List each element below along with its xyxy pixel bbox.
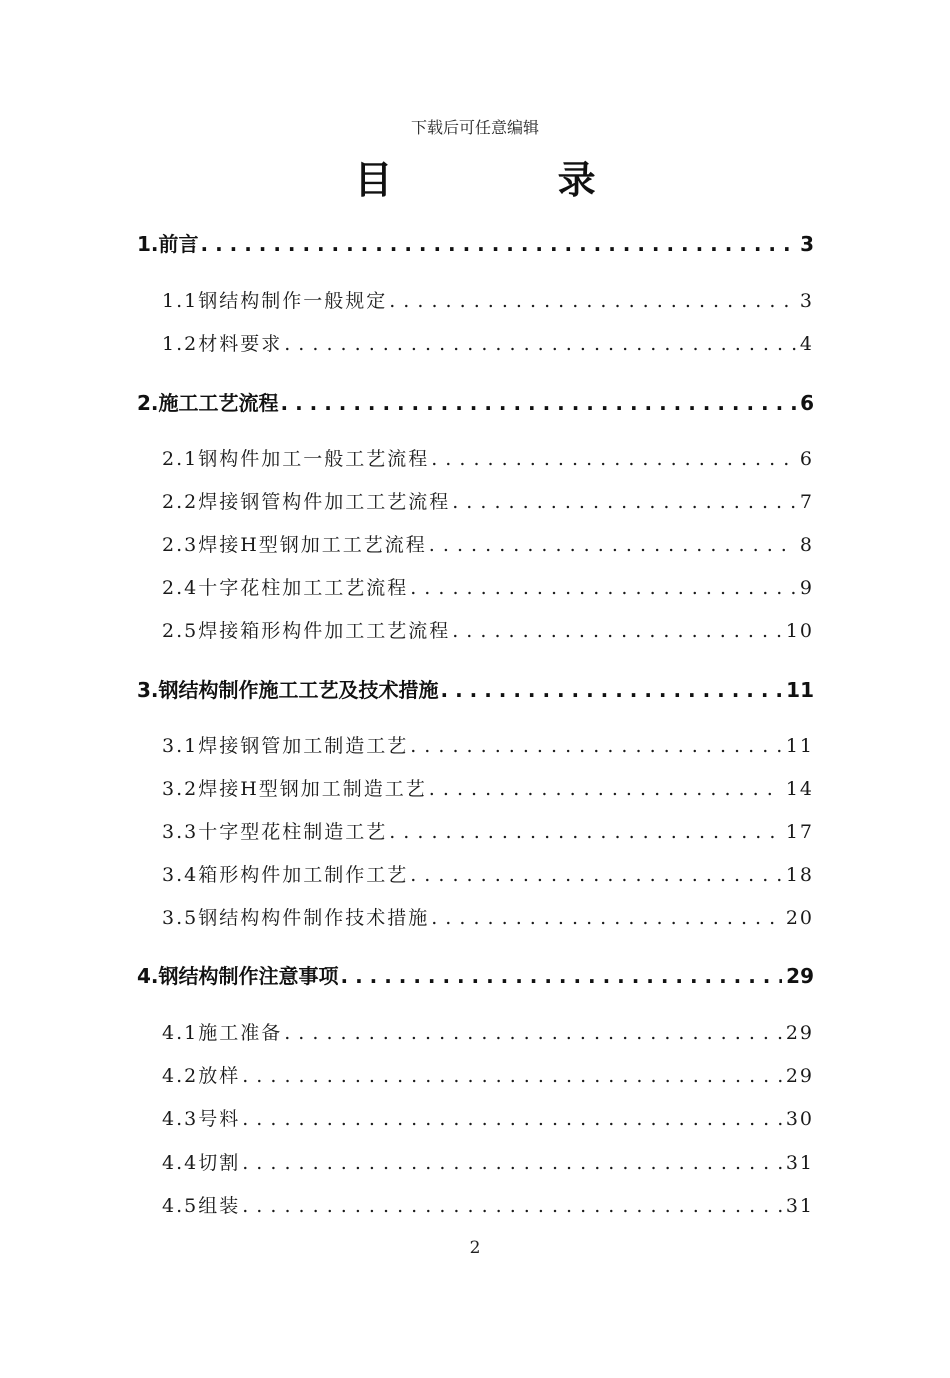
toc-dot-leader [452, 620, 782, 642]
toc-entry-page: 18 [785, 864, 814, 886]
toc-dot-leader [410, 577, 796, 599]
toc-entry-label: 2.3焊接H型钢加工工艺流程 [162, 534, 427, 556]
toc-chapter-entry[interactable] [137, 674, 814, 704]
toc-section-entry[interactable] [162, 286, 814, 316]
toc-entry-page: 11 [786, 678, 814, 702]
toc-title: 目 录 [354, 158, 672, 202]
toc-entry-label: 4.3号料 [162, 1108, 241, 1130]
toc-entry-page: 6 [799, 448, 814, 470]
toc-section-entry[interactable] [162, 1191, 814, 1221]
toc-entry-page: 8 [799, 534, 814, 556]
toc-entry-page: 4 [799, 333, 814, 355]
toc-chapter-entry[interactable] [137, 387, 814, 417]
toc-section-entry[interactable] [162, 731, 814, 761]
toc-section-entry[interactable] [162, 1018, 814, 1048]
toc-entry-page: 7 [799, 491, 814, 513]
toc-entry-label: 2.1钢构件加工一般工艺流程 [162, 448, 430, 470]
toc-entry-label: 2.施工工艺流程 [137, 391, 279, 415]
toc-entry-label: 3.2焊接H型钢加工制造工艺 [162, 778, 427, 800]
toc-entry-page: 3 [799, 290, 814, 312]
toc-section-entry[interactable] [162, 487, 814, 517]
toc-chapter-entry[interactable] [137, 960, 814, 990]
toc-section-entry[interactable] [162, 774, 814, 804]
toc-entry-page: 10 [785, 620, 814, 642]
page-number: 2 [469, 1238, 481, 1258]
toc-entry-page: 9 [799, 577, 814, 599]
toc-dot-leader [242, 1065, 782, 1087]
toc-section-entry[interactable] [162, 616, 814, 646]
toc-entry-page: 31 [785, 1195, 814, 1217]
toc-entry-label: 4.2放样 [162, 1065, 241, 1087]
toc-section-entry[interactable] [162, 530, 814, 560]
toc-dot-leader [281, 391, 797, 415]
toc-entry-page: 29 [785, 1065, 814, 1087]
toc-entry-page: 17 [785, 821, 814, 843]
toc-entry-label: 4.1施工准备 [162, 1022, 283, 1044]
toc-entry-page: 3 [800, 232, 814, 256]
toc-entry-label: 1.前言 [137, 232, 199, 256]
toc-section-entry[interactable] [162, 903, 814, 933]
toc-dot-leader [431, 907, 782, 929]
toc-entry-label: 3.3十字型花柱制造工艺 [162, 821, 388, 843]
toc-dot-leader [452, 491, 796, 513]
toc-entry-page: 30 [785, 1108, 814, 1130]
header-note: 下载后可任意编辑 [410, 118, 539, 137]
toc-dot-leader [410, 864, 782, 886]
toc-dot-leader [341, 964, 783, 988]
toc-entry-label: 4.钢结构制作注意事项 [137, 964, 339, 988]
toc-entry-label: 2.5焊接箱形构件加工工艺流程 [162, 620, 451, 642]
toc-section-entry[interactable] [162, 444, 814, 474]
toc-dot-leader [242, 1195, 782, 1217]
toc-dot-leader [389, 290, 796, 312]
toc-entry-page: 29 [786, 964, 814, 988]
toc-chapter-entry[interactable] [137, 228, 814, 258]
toc-entry-page: 14 [785, 778, 814, 800]
toc-dot-leader [284, 333, 796, 355]
toc-entry-label: 2.2焊接钢管构件加工工艺流程 [162, 491, 451, 513]
toc-entry-label: 2.4十字花柱加工工艺流程 [162, 577, 409, 599]
toc-entry-page: 6 [800, 391, 814, 415]
toc-entry-label: 4.5组装 [162, 1195, 241, 1217]
toc-entry-label: 4.4切割 [162, 1152, 241, 1174]
toc-entry-label: 1.2材料要求 [162, 333, 283, 355]
toc-section-entry[interactable] [162, 1148, 814, 1178]
toc-section-entry[interactable] [162, 329, 814, 359]
toc-entry-label: 3.5钢结构构件制作技术措施 [162, 907, 430, 929]
toc-entry-page: 31 [785, 1152, 814, 1174]
toc-entry-label: 3.4箱形构件加工制作工艺 [162, 864, 409, 886]
toc-dot-leader [410, 735, 782, 757]
toc-section-entry[interactable] [162, 817, 814, 847]
toc-entry-label: 3.1焊接钢管加工制造工艺 [162, 735, 409, 757]
toc-section-entry[interactable] [162, 573, 814, 603]
toc-entry-page: 11 [785, 735, 814, 757]
toc-dot-leader [431, 448, 796, 470]
toc-dot-leader [441, 678, 783, 702]
toc-entry-page: 29 [785, 1022, 814, 1044]
toc-entry-page: 20 [785, 907, 814, 929]
toc-section-entry[interactable] [162, 1061, 814, 1091]
toc-dot-leader [242, 1108, 782, 1130]
toc-dot-leader [429, 534, 796, 556]
toc-dot-leader [284, 1022, 782, 1044]
toc-dot-leader [429, 778, 782, 800]
toc-section-entry[interactable] [162, 860, 814, 890]
toc-entry-label: 1.1钢结构制作一般规定 [162, 290, 388, 312]
toc-entry-label: 3.钢结构制作施工工艺及技术措施 [137, 678, 439, 702]
toc-dot-leader [389, 821, 782, 843]
toc-dot-leader [242, 1152, 782, 1174]
toc-section-entry[interactable] [162, 1104, 814, 1134]
toc-dot-leader [201, 232, 797, 256]
